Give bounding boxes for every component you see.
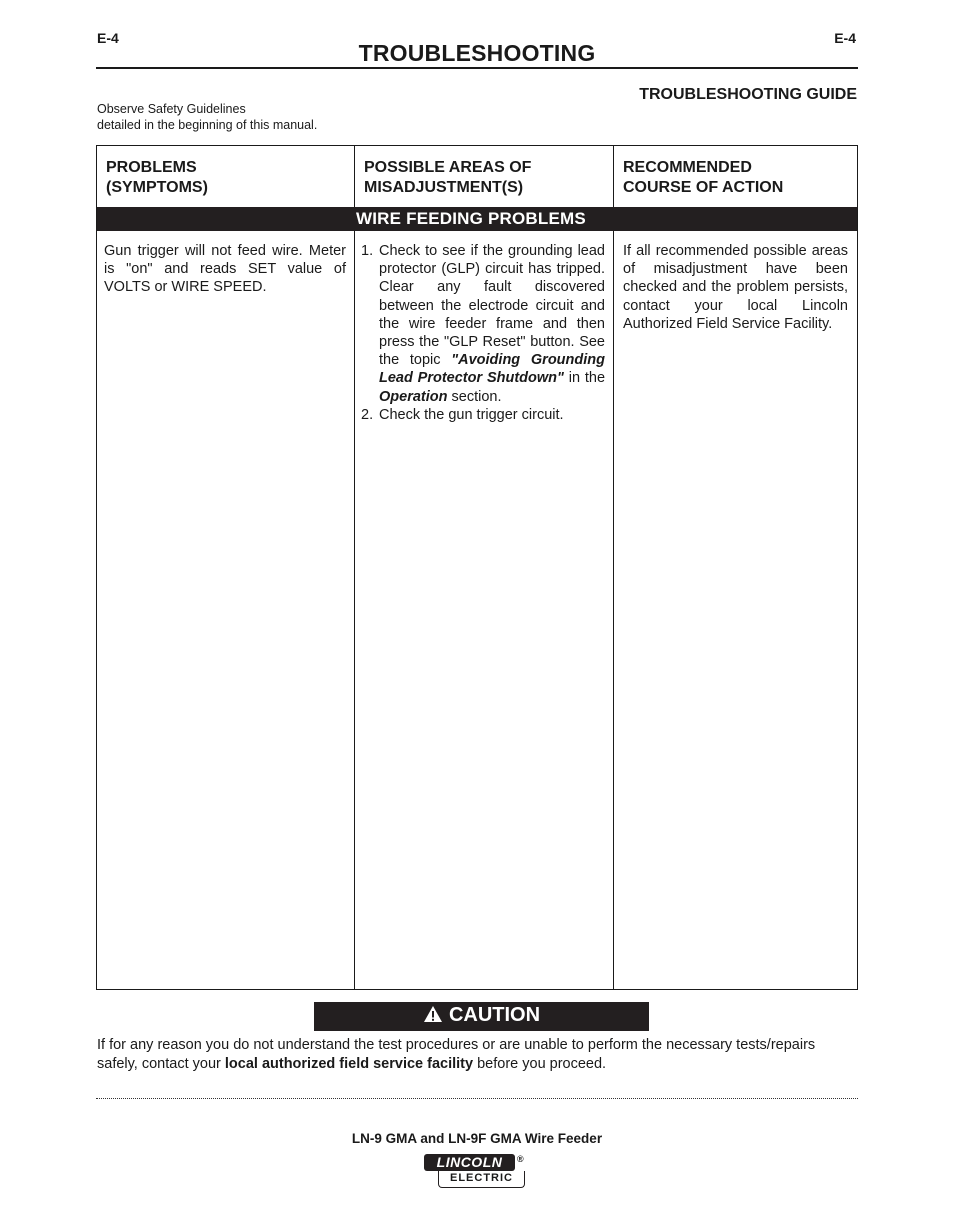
page-number-left: E-4 — [97, 30, 119, 46]
step-1-topic-reference: "Avoiding Grounding Lead Protector Shutdown" — [379, 352, 605, 387]
logo-lincoln-text: LINCOLN — [424, 1154, 515, 1171]
header-problems-line-2: (SYMPTOMS) — [106, 179, 208, 196]
logo-registered-mark: ® — [517, 1154, 524, 1164]
caution-text-start: If for any reason you do not understand the test procedures or are unable to perform the necessary tests/repairs safely, contact your — [97, 1037, 816, 1072]
step-2-text: Check the gun trigger circuit. — [379, 406, 564, 423]
caution-text-bold: local authorized field service facility — [224, 1055, 474, 1072]
caution-banner — [314, 1002, 649, 1031]
troubleshooting-table — [96, 145, 858, 990]
section-title-wire-feeding: WIRE FEEDING PROBLEMS — [356, 209, 586, 228]
header-misadjustments — [364, 158, 531, 198]
caution-text-end: before you proceed. — [473, 1055, 607, 1072]
step-1-section-reference: Operation — [379, 388, 448, 405]
course-of-action-cell: If all recommended possible areas of misadjustment have been checked and the problem persists, contact your local Lincoln Authorized Field Service Facility. — [623, 243, 848, 332]
step-1-number: 1. — [361, 243, 374, 259]
step-1-text-mid: in the — [563, 370, 606, 387]
header-areas-line-2: MISADJUSTMENT(S) — [364, 179, 524, 196]
page-number-right: E-4 — [834, 30, 856, 46]
caution-text — [97, 1036, 859, 1073]
step-1 — [361, 242, 605, 406]
step-1-text: Check to see if the grounding lead protector (GLP) circuit has tripped. Clear any fault discovered between the electrode circuit and the wire feeder frame and then press the "GLP Reset" button. See the topic — [379, 243, 605, 369]
misadjustment-cell — [361, 242, 605, 424]
page-title: TROUBLESHOOTING — [358, 40, 596, 66]
dotted-divider — [96, 1098, 858, 1099]
header-areas-line-1: POSSIBLE AREAS OF — [364, 159, 532, 176]
header-action-line-2: COURSE OF ACTION — [623, 179, 784, 196]
column-divider — [613, 146, 614, 989]
section-band — [97, 207, 857, 231]
symptom-cell: Gun trigger will not feed wire. Meter is "on" and reads SET value of VOLTS or WIRE SPEED. — [104, 243, 346, 296]
safety-note-line-2: detailed in the beginning of this manual. — [97, 118, 318, 132]
lincoln-electric-logo — [424, 1154, 530, 1190]
safety-note — [97, 101, 317, 133]
step-2-number: 2. — [361, 406, 374, 423]
caution-label: CAUTION — [448, 1004, 541, 1026]
title-rule — [96, 67, 858, 69]
logo-electric-text: ELECTRIC — [438, 1171, 525, 1188]
footer-product-name: LN-9 GMA and LN-9F GMA Wire Feeder — [351, 1131, 603, 1146]
step-2 — [361, 406, 605, 424]
header-course-of-action — [623, 158, 783, 198]
step-1-text-end: section. — [447, 388, 502, 405]
header-problems-line-1: PROBLEMS — [106, 159, 197, 176]
safety-note-line-1: Observe Safety Guidelines — [97, 102, 246, 116]
warning-triangle-icon — [423, 1005, 443, 1023]
header-problems — [106, 158, 208, 198]
column-divider — [354, 146, 355, 989]
guide-title: TROUBLESHOOTING GUIDE — [639, 86, 857, 103]
header-action-line-1: RECOMMENDED — [623, 159, 752, 176]
